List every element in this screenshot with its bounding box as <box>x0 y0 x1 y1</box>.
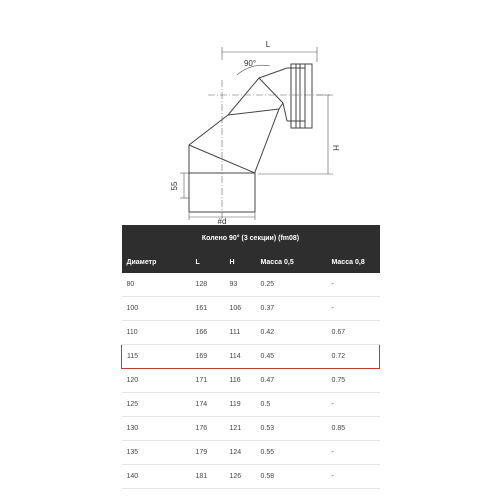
header-length: L <box>191 251 225 273</box>
cell-mass-05: 0.42 <box>256 321 327 345</box>
cell-height: 111 <box>225 321 256 345</box>
table-row <box>122 441 380 465</box>
cell-mass-08: - <box>327 393 380 417</box>
cell-length: 128 <box>191 273 225 297</box>
spec-table <box>121 225 380 489</box>
cell-diameter: 130 <box>122 417 191 441</box>
header-height: H <box>225 251 256 273</box>
cell-length: 174 <box>191 393 225 417</box>
cell-length: 179 <box>191 441 225 465</box>
cell-height: 106 <box>225 297 256 321</box>
angle-label: 90° <box>243 59 257 68</box>
cell-length: 171 <box>191 369 225 393</box>
cell-diameter: 120 <box>122 369 191 393</box>
cell-mass-08: 0.67 <box>327 321 380 345</box>
table-title: Колено 90° (3 секции) (fm08) <box>122 225 380 251</box>
cell-height: 126 <box>225 465 256 489</box>
cell-mass-05: 0.45 <box>256 345 327 369</box>
length-label: L <box>265 40 271 49</box>
cell-diameter: 135 <box>122 441 191 465</box>
height-label: H <box>331 145 340 151</box>
cell-mass-05: 0.37 <box>256 297 327 321</box>
cell-diameter: 115 <box>122 345 191 369</box>
cell-diameter: 110 <box>122 321 191 345</box>
table-row <box>122 465 380 489</box>
cell-length: 181 <box>191 465 225 489</box>
header-diameter: Диаметр <box>122 251 191 273</box>
table-row <box>122 417 380 441</box>
cell-length: 161 <box>191 297 225 321</box>
diameter-label: #d <box>217 217 227 225</box>
cell-mass-05: 0.25 <box>256 273 327 297</box>
cell-mass-08: - <box>327 297 380 321</box>
socket-length-label: 55 <box>170 181 179 191</box>
cell-length: 169 <box>191 345 225 369</box>
cell-mass-05: 0.58 <box>256 465 327 489</box>
table-row <box>122 321 380 345</box>
cell-diameter: 100 <box>122 297 191 321</box>
table-row <box>122 297 380 321</box>
elbow-outline <box>189 64 312 212</box>
header-mass-05: Масса 0,5 <box>256 251 327 273</box>
elbow-drawing <box>0 0 500 225</box>
cell-height: 116 <box>225 369 256 393</box>
cell-mass-05: 0.53 <box>256 417 327 441</box>
cell-mass-05: 0.47 <box>256 369 327 393</box>
dimension-lines <box>180 47 333 220</box>
cell-mass-08: 0.72 <box>327 345 380 369</box>
cell-height: 119 <box>225 393 256 417</box>
table-body <box>122 273 380 489</box>
cell-mass-08: - <box>327 465 380 489</box>
cell-height: 93 <box>225 273 256 297</box>
table-row-highlighted <box>122 345 380 369</box>
table-header-row <box>122 251 380 273</box>
cell-diameter: 125 <box>122 393 191 417</box>
cell-mass-08: - <box>327 441 380 465</box>
cell-mass-08: 0.75 <box>327 369 380 393</box>
table-row <box>122 273 380 297</box>
cell-height: 114 <box>225 345 256 369</box>
table-row <box>122 369 380 393</box>
cell-mass-05: 0.5 <box>256 393 327 417</box>
cell-height: 121 <box>225 417 256 441</box>
cell-diameter: 140 <box>122 465 191 489</box>
cell-mass-08: - <box>327 273 380 297</box>
cell-diameter: 80 <box>122 273 191 297</box>
header-mass-08: Масса 0,8 <box>327 251 380 273</box>
cell-length: 176 <box>191 417 225 441</box>
cell-mass-08: 0.85 <box>327 417 380 441</box>
cell-height: 124 <box>225 441 256 465</box>
cell-length: 166 <box>191 321 225 345</box>
cell-mass-05: 0.55 <box>256 441 327 465</box>
table-row <box>122 393 380 417</box>
